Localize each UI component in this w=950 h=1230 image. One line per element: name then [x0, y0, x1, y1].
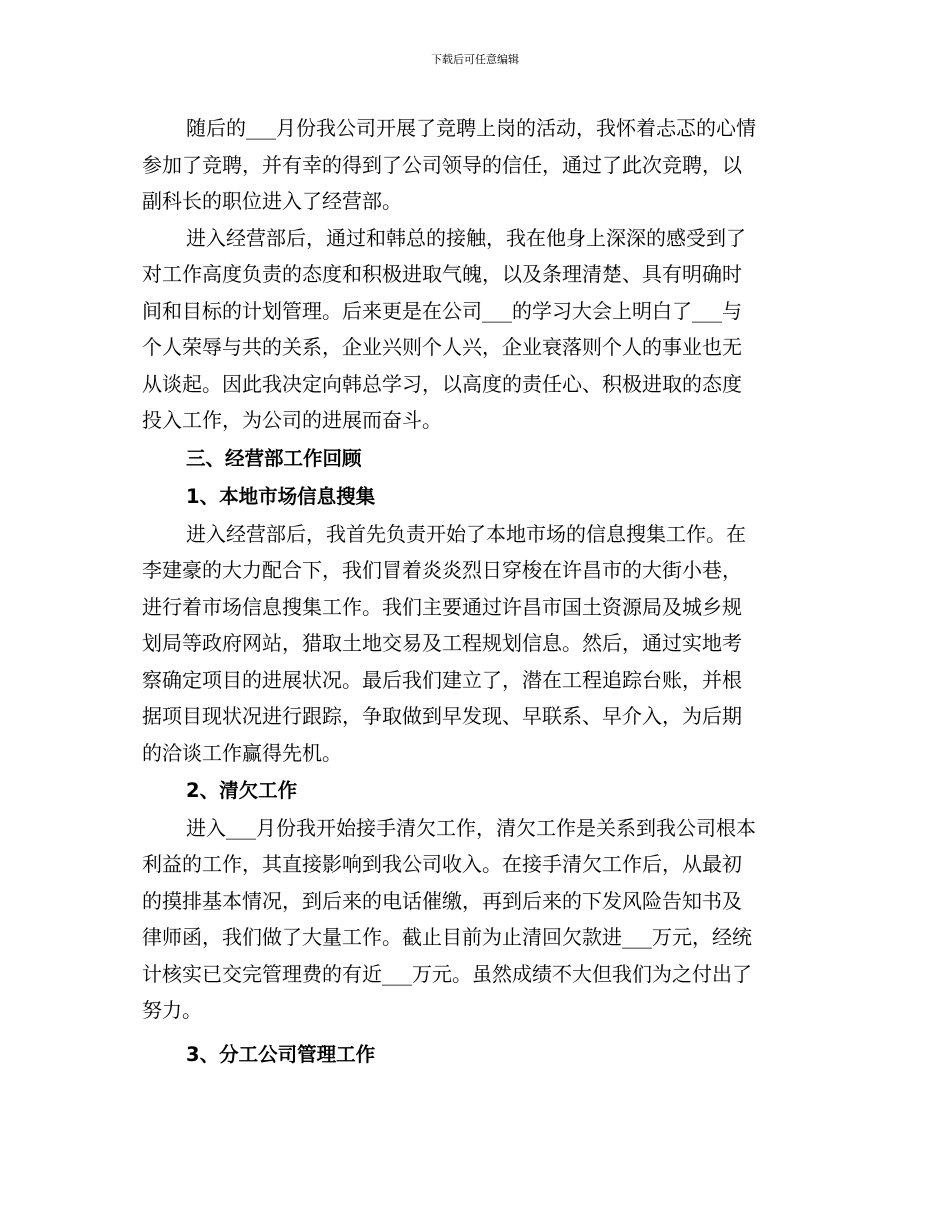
paragraph-competition: [142, 110, 812, 220]
paragraph-joining-business-dept: [142, 220, 812, 439]
text-line: 从谈起。因此我决定向韩总学习，以高度的责任心、积极进取的态度: [142, 371, 742, 396]
text-line: 随后的___月份我公司开展了竞聘上岗的活动，我怀着忐忑的心情: [186, 116, 756, 140]
text-line: 划局等政府网站，猎取土地交易及工程规划信息。然后，通过实地考: [142, 631, 742, 655]
page-header: 下载后可任意编辑: [431, 53, 519, 66]
text-line: 李建豪的大力配合下，我们冒着炎炎烈日穿梭在许昌市的大街小巷，: [142, 558, 742, 582]
text-line: 投入工作，为公司的进展而奋斗。: [142, 408, 442, 432]
text-line: 进入经营部后，我首先负责开始了本地市场的信息搜集工作。在: [186, 521, 746, 546]
document-body: [142, 110, 812, 1073]
text-line: 参加了竞聘，并有幸的得到了公司领导的信任，通过了此次竞聘，以: [142, 152, 742, 177]
text-line: 的洽谈工作赢得先机。: [142, 740, 342, 765]
subheading-local-market: 1、本地市场信息搜集: [186, 485, 376, 508]
text-line: 的摸排基本情况，到后来的电话催缴，再到后来的下发风险告知书及: [142, 888, 742, 913]
text-line: 进入经营部后，通过和韩总的接触，我在他身上深深的感受到了: [186, 225, 746, 250]
subheading-debt-collection: 2、清欠工作: [186, 779, 298, 802]
text-line: 律师函，我们做了大量工作。截止目前为止清回欠款进___万元，经统: [142, 925, 752, 949]
text-line: 个人荣辱与共的关系，企业兴则个人兴，企业衰落则个人的事业也无: [142, 335, 742, 359]
subheading-company-management: 3、分工公司管理工作: [186, 1042, 376, 1066]
section-heading: 三、经营部工作回顾: [186, 446, 362, 470]
text-line: 间和目标的计划管理。后来更是在公司___的学习大会上明白了___与: [142, 298, 742, 323]
text-line: 利益的工作，其直接影响到我公司收入。在接手清欠工作后，从最初: [142, 852, 742, 876]
text-line: 努力。: [142, 998, 202, 1022]
text-line: 对工作高度负责的态度和积极进取气魄，以及条理清楚、具有明确时: [142, 262, 742, 286]
paragraph-debt-collection: [142, 810, 812, 1029]
paragraph-market-info: [142, 516, 812, 772]
spacer: [142, 1029, 812, 1035]
text-line: 进行着市场信息搜集工作。我们主要通过许昌市国土资源局及城乡规: [142, 594, 742, 619]
text-line: 进入___月份我开始接手清欠工作，清欠工作是关系到我公司根本: [186, 815, 756, 840]
text-line: 计核实已交完管理费的有近___万元。虽然成绩不大但我们为之付出了: [142, 961, 752, 986]
text-line: 据项目现状况进行跟踪，争取做到早发现、早联系、早介入，为后期: [142, 704, 742, 728]
text-line: 察确定项目的进展状况。最后我们建立了，潜在工程追踪台账，并根: [142, 667, 742, 692]
text-line: 副科长的职位进入了经营部。: [142, 189, 402, 213]
